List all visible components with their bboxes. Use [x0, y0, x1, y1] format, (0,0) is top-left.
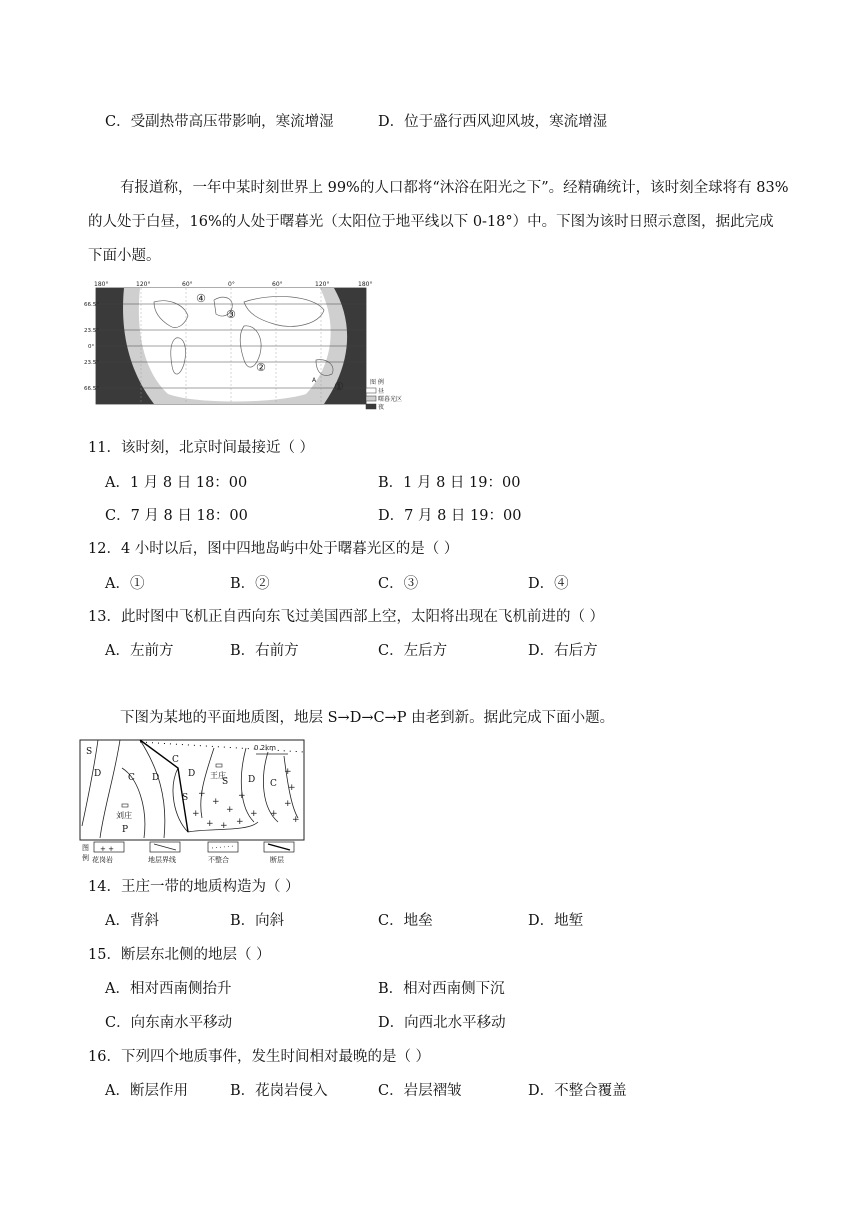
q16-option-c: C．岩层褶皱	[378, 1083, 462, 1099]
q13-option-b: B．右前方	[230, 643, 299, 659]
q15-stem: 15．断层东北侧的地层（ ）	[88, 947, 271, 963]
q14-option-b: B．向斜	[230, 913, 285, 929]
marker-4: ④	[196, 292, 206, 305]
svg-text:+: +	[192, 809, 200, 819]
legend-day: 昼	[378, 388, 385, 395]
svg-text:+: +	[284, 799, 292, 809]
marker-a: A	[312, 377, 317, 384]
svg-text:D: D	[188, 769, 196, 779]
day-area	[139, 288, 331, 402]
q12-option-b: B．②	[230, 576, 270, 592]
q12-option-a: A．①	[105, 576, 145, 592]
lat-label: 66.5°	[84, 386, 99, 392]
svg-text:+: +	[270, 809, 278, 819]
svg-text:C: C	[172, 755, 179, 765]
q16-option-d: D．不整合覆盖	[528, 1083, 627, 1099]
q12-option-d: D．④	[528, 576, 569, 592]
q13-option-a: A．左前方	[105, 643, 174, 659]
svg-text:+: +	[198, 789, 206, 799]
svg-text:+: +	[212, 797, 220, 807]
geologic-map-figure	[78, 738, 308, 866]
svg-text:D: D	[152, 773, 160, 783]
q11-option-d: D．7 月 8 日 19：00	[378, 508, 522, 524]
legend-fault: 断层	[270, 856, 284, 864]
q12-stem: 12．4 小时以后，图中四地岛屿中处于曙暮光区的是（ ）	[88, 541, 459, 557]
geo-map-frame	[80, 740, 304, 840]
q14-option-a: A．背斜	[105, 913, 159, 929]
svg-text:0 2km: 0 2km	[254, 744, 277, 752]
illumination-map	[84, 280, 403, 412]
q13-stem: 13．此时图中飞机正自西向东飞过美国西部上空，太阳将出现在飞机前进的（ ）	[88, 609, 605, 625]
marker-2: ②	[256, 361, 266, 374]
q13-option-c: C．左后方	[378, 643, 448, 659]
marker-1: ①	[334, 380, 344, 393]
svg-text:C: C	[128, 773, 135, 783]
legend-title: 图 例	[370, 379, 384, 386]
q14-option-d: D．地堑	[528, 913, 584, 929]
passage1-line2: 的人处于白昼，16%的人处于曙暮光（太阳位于地平线以下 0-18°）中。下图为该时日照示意图，据此完成	[88, 214, 774, 230]
lat-label: 66.5°	[84, 302, 99, 308]
q15-option-c: C．向东南水平移动	[105, 1015, 233, 1031]
place-wangzhuang: 王庄	[210, 771, 226, 780]
q16-option-a: A．断层作用	[105, 1083, 188, 1099]
svg-text:S: S	[222, 777, 229, 787]
q11-option-b: B．1 月 8 日 19：00	[378, 475, 521, 491]
svg-text:C: C	[270, 779, 277, 789]
place-liuzhuang: 刘庄	[116, 811, 132, 820]
svg-text:+: +	[284, 767, 292, 777]
passage2: 下图为某地的平面地质图，地层 S→D→C→P 由老到新。据此完成下面小题。	[120, 710, 615, 726]
svg-text:+: +	[288, 783, 296, 793]
lon-label: 120°	[136, 281, 151, 288]
legend-unconformity: 不整合	[208, 856, 229, 864]
svg-text:+: +	[292, 815, 300, 825]
svg-text:P: P	[122, 825, 129, 835]
lat-label: 0°	[88, 344, 95, 350]
legend-granite: 花岗岩	[92, 856, 113, 864]
lon-label: 60°	[272, 281, 283, 288]
geologic-map	[78, 738, 308, 866]
q16-stem: 16．下列四个地质事件，发生时间相对最晚的是（ ）	[88, 1049, 431, 1065]
legend-night: 夜	[378, 404, 385, 411]
svg-text:S: S	[86, 747, 93, 757]
svg-text:S: S	[182, 793, 189, 803]
q12-option-c: C．③	[378, 576, 419, 592]
svg-text:D: D	[248, 775, 256, 785]
svg-text:+: +	[220, 821, 228, 831]
q11-stem: 11．该时刻，北京时间最接近（ ）	[88, 440, 315, 456]
q16-option-b: B．花岗岩侵入	[230, 1083, 328, 1099]
svg-text:+: +	[226, 805, 234, 815]
lon-label: 0°	[228, 281, 235, 288]
svg-text:+ +: + +	[100, 845, 114, 853]
lat-label: 23.5°	[84, 328, 99, 334]
legend-stratum-boundary: 地层界线	[148, 856, 176, 864]
geo-legend	[82, 842, 294, 864]
svg-text:+: +	[238, 791, 246, 801]
q14-stem: 14．王庄一带的地质构造为（ ）	[88, 879, 300, 895]
lat-label: 23.5°	[84, 360, 99, 366]
legend-twilight: 曙暮光区	[378, 396, 403, 403]
lon-label: 120°	[315, 281, 330, 288]
q10-option-c: C．受副热带高压带影响，寒流增湿	[105, 114, 334, 130]
q13-option-d: D．右后方	[528, 643, 598, 659]
passage1-line1: 有报道称，一年中某时刻世界上 99%的人口都将“沐浴在阳光之下”。经精确统计，该时刻全球将有 83%	[120, 180, 789, 196]
geo-legend-lead: 图	[82, 844, 89, 852]
svg-text:+: +	[250, 809, 258, 819]
passage1-line3: 下面小题。	[88, 248, 161, 264]
svg-text:+: +	[236, 817, 244, 827]
map-legend	[366, 378, 402, 411]
svg-text:D: D	[94, 769, 102, 779]
q10-option-d: D．位于盛行西风迎风坡，寒流增湿	[378, 114, 608, 130]
illumination-map-figure	[84, 280, 403, 412]
q15-option-b: B．相对西南侧下沉	[378, 981, 505, 997]
lon-label: 60°	[182, 281, 193, 288]
q15-option-d: D．向西北水平移动	[378, 1015, 506, 1031]
q14-option-c: C．地垒	[378, 913, 433, 929]
svg-text:+: +	[206, 819, 214, 829]
marker-3: ③	[226, 308, 236, 321]
q11-option-c: C．7 月 8 日 18：00	[105, 508, 248, 524]
q11-option-a: A．1 月 8 日 18：00	[105, 475, 248, 491]
svg-text:例: 例	[82, 854, 89, 862]
q15-option-a: A．相对西南侧抬升	[105, 981, 232, 997]
lon-label: 180°	[94, 281, 109, 288]
lon-label: 180°	[358, 281, 373, 288]
